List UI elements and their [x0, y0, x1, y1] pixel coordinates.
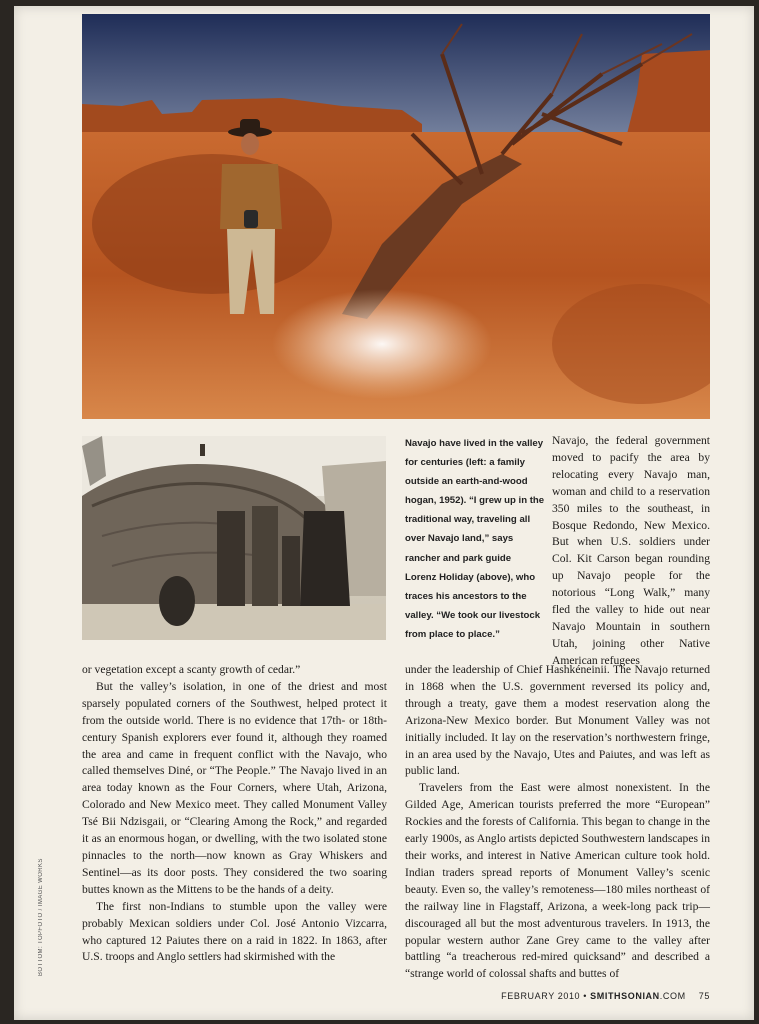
article-paragraph: Travelers from the East were almost nonexistent. In the Gilded Age, American tourists preferred the more “European” Rockies and the forests of California. This began to change in the early 1900s, as Anglo artists depicted Southwestern landscapes in their works, and interest in Native American culture took hold. Indian traders spread reports of Monument Valley’s scenic beauty. Even so, the valley’s remoteness—180 miles northeast of the railway line in Flagstaff, Arizona, a week-long pack trip—discouraged all but the most adventurous travelers. In 1913, the popular western author Zane Grey came to the valley after battling “a treacherous red-mired quicksand” and described a “strange world of colossal shafts and buttes of [405, 781, 710, 981]
photo-hogan-drawing [82, 436, 386, 640]
footer-separator: • [583, 991, 588, 1001]
magazine-page [14, 6, 754, 1020]
issue-date: FEBRUARY 2010 [501, 991, 581, 1001]
magazine-name: SMITHSONIAN [590, 991, 660, 1001]
page-number: 75 [698, 991, 710, 1001]
magazine-domain: .COM [659, 991, 686, 1001]
article-paragraph: The first non-Indians to stumble upon the valley were probably Mexican soldiers under Col. José Antonio Vizcarra, who captured 12 Paiutes there on a raid in 1822. In 1863, after U.S. troops and Anglo settlers had skirmished with the [82, 899, 387, 964]
photo-credit: BOTTOM: TOPFOTO / IMAGE WORKS [38, 858, 44, 976]
page-footer [494, 991, 710, 1001]
caption-text: Navajo have lived in the valley for centuries (left: a family outside an earth-and-wood hogan, 1952). “I grew up in the traditional way, traveling all over Navajo land,” says rancher and park guide Lorenz Holiday (above), who traces his ancestors to the valley. “We took our livestock from place to place.” [405, 438, 545, 640]
article-paragraph: Navajo, the federal government moved to pacify the area by relocating every Navajo man, woman and child to a reservation 350 miles to the southeast, in Bosque Redondo, New Mexico. But when U.S. soldiers under Col. Kit Carson began rounding up Navajo people for the notorious “Long Walk,” many fled the valley to hide out near Navajo Mountain in southern Utah, joining other Native American refugees [552, 434, 710, 667]
article-paragraph: under the leadership of Chief Hashkéneinii. The Navajo returned in 1868 when the U.S. government reversed its policy and, through a treaty, gave them a modest reservation along the Arizona-New Mexico border. But Monument Valley was not initially included. It lay on the reservation’s northwestern fringe, in an area used by the Navajo, Utes and Paiutes, and was left as public land. [405, 663, 710, 778]
article-paragraph: or vegetation except a scanty growth of cedar.” [82, 663, 301, 676]
photo-rancher-monument-valley [82, 14, 710, 419]
photo-rancher-drawing [82, 14, 710, 419]
article-column-right [405, 662, 710, 983]
photo-caption [405, 434, 545, 644]
article-column-short [552, 433, 710, 670]
article-column-left [82, 662, 387, 966]
article-paragraph: But the valley’s isolation, in one of the driest and most sparsely populated corners of the Southwest, helped protect it from the outside world. There is no evidence that 17th- or 18th-century Spanish explorers ever found it, although they roamed the area and came in frequent conflict with the Navajo, who called themselves Diné, or “The People.” The Navajo lived in an area today known as the Four Corners, where Utah, Arizona, Colorado and New Mexico meet. They called Monument Valley Tsé Bii Ndzisgaii, or “Clearing Among the Rock,” and regarded it as an enormous hogan, or dwelling, with the two isolated stone pinnacles to the north—now known as Gray Whiskers and Sentinel—as its door posts. They considered the two soaring buttes known as the Mittens to be the hands of a deity. [82, 679, 387, 896]
photo-navajo-family-hogan-1952 [82, 436, 386, 640]
